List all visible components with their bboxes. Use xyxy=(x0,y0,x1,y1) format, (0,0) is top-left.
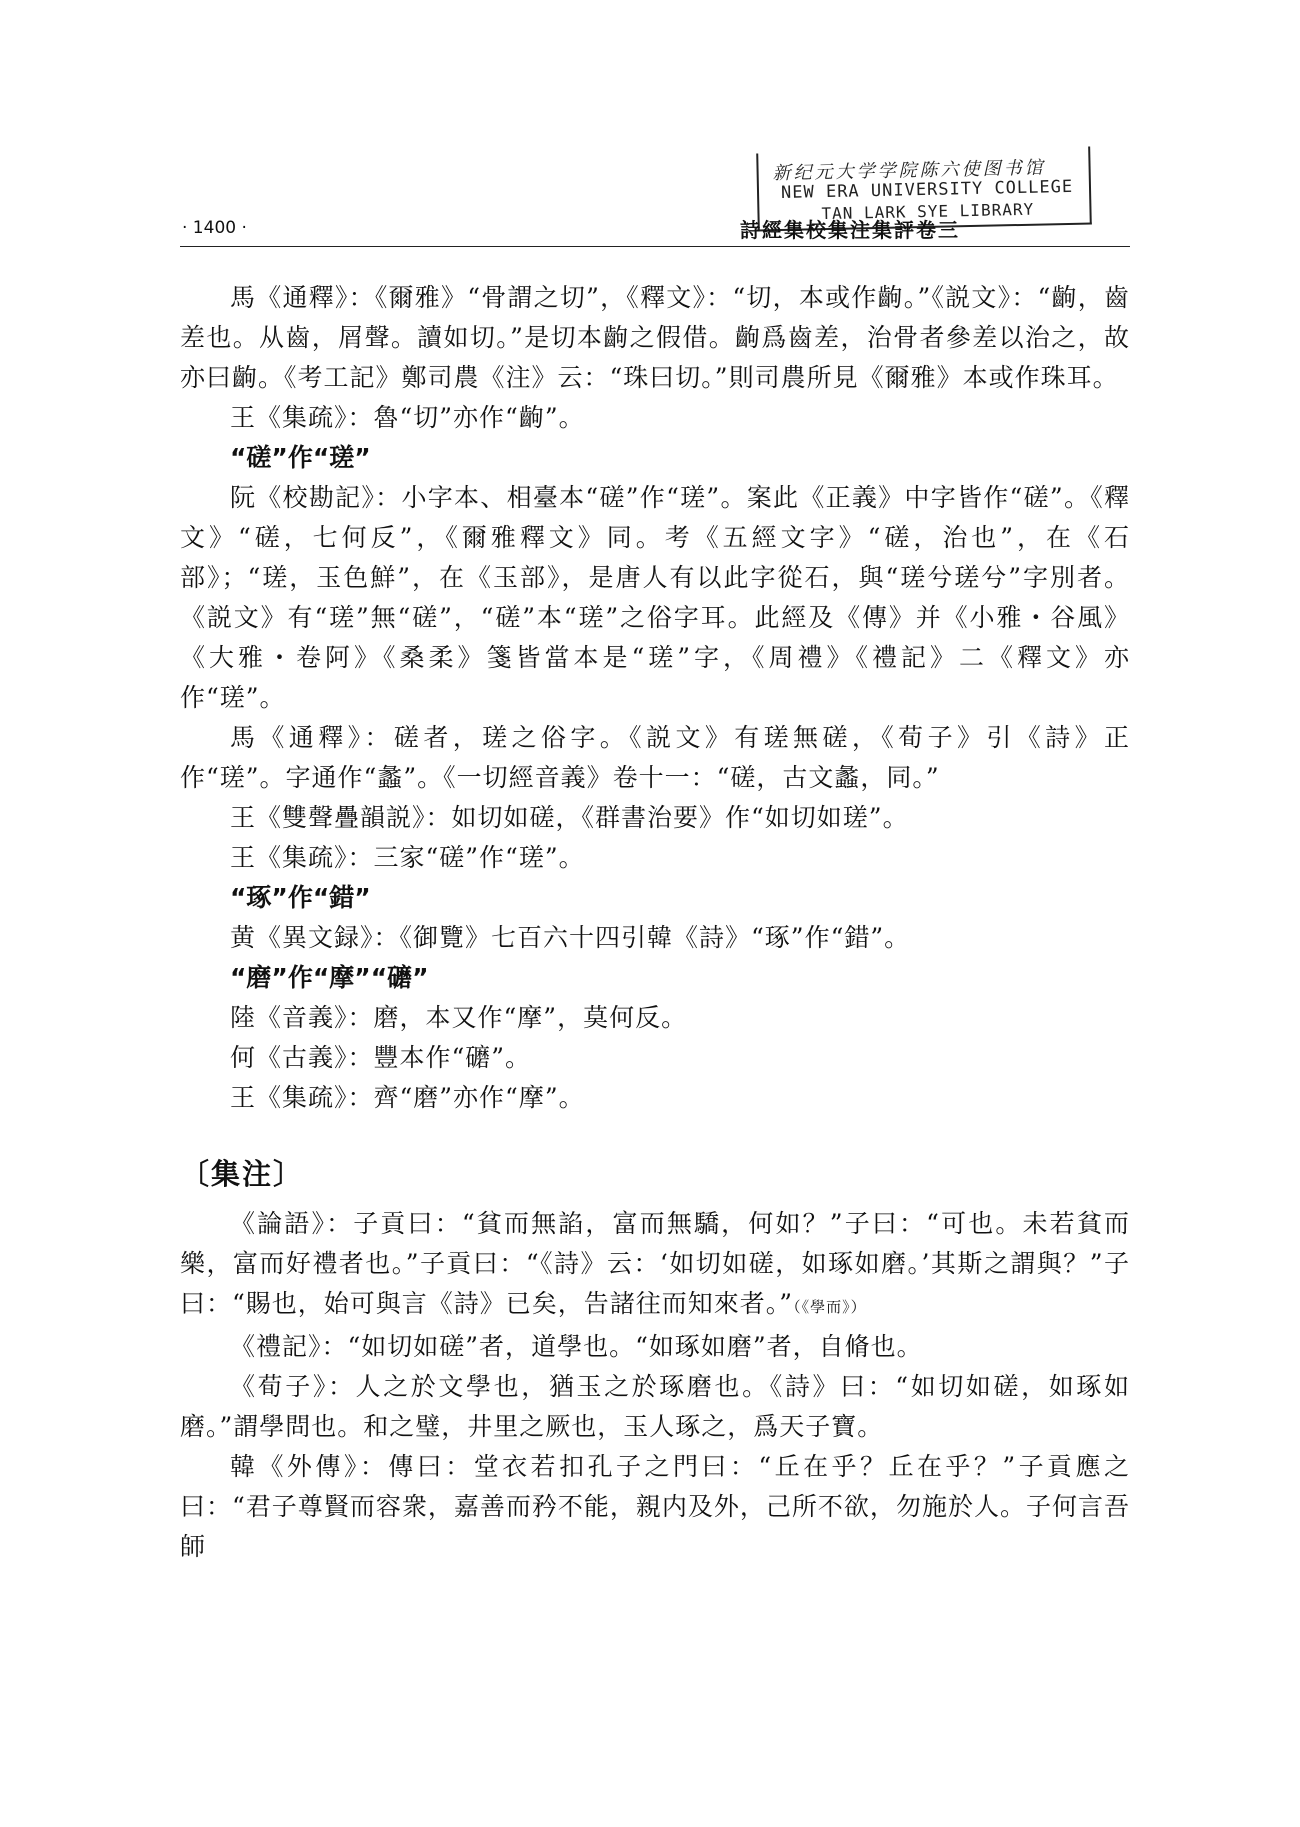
paragraph: 《禮記》：“如切如磋”者，道學也。“如琢如磨”者，自脩也。 xyxy=(230,1332,923,1361)
paragraph: 韓《外傳》：傳曰：堂衣若扣孔子之門曰：“丘在乎？丘在乎？”子貢應之曰：“君子尊賢而容衆，嘉善而矜不能，親内及外，己所不欲，勿施於人。子何言吾師 xyxy=(180,1452,1130,1561)
variant-heading: “磨”作“摩”“礳” xyxy=(230,963,429,992)
source-note: （《學而》） xyxy=(793,1298,867,1316)
paragraph: 何《古義》：豐本作“礳”。 xyxy=(230,1043,532,1072)
paragraph-text: 《論語》：子貢曰：“貧而無諂，富而無驕，何如？”子曰：“可也。未若貧而樂，富而好禮者也。”子貢曰：“《詩》云：‘如切如磋，如琢如磨。’其斯之謂與？”子曰：“賜也，始可與言《詩》已矣，告諸往而知來者。” xyxy=(180,1209,1130,1318)
paragraph: 王《集疏》：魯“切”亦作“齣”。 xyxy=(230,403,585,432)
paragraph xyxy=(180,1204,1130,1327)
paragraph: 《荀子》：人之於文學也，猶玉之於琢磨也。《詩》曰：“如切如磋，如琢如磨。”謂學問也。和之璧，井里之厥也，玉人琢之，爲天子寶。 xyxy=(180,1372,1130,1441)
variant-heading: “琢”作“錯” xyxy=(230,883,371,912)
page-body xyxy=(180,278,1130,1567)
paragraph: 陸《音義》：磨，本又作“摩”，莫何反。 xyxy=(230,1003,688,1032)
paragraph: 馬《通釋》：《爾雅》“骨謂之切”，《釋文》：“切，本或作齣。”《説文》：“齣，齒差也。从齒，屑聲。讀如切。”是切本齣之假借。齣爲齒差，治骨者參差以治之，故亦曰齣。《考工記》鄭司農《注》云：“珠曰切。”則司農所見《爾雅》本或作珠耳。 xyxy=(180,283,1130,392)
paragraph: 馬《通釋》：磋者，瑳之俗字。《説文》有瑳無磋，《荀子》引《詩》正作“瑳”。字通作“蠡”。《一切經音義》卷十一：“磋，古文蠡，同。” xyxy=(180,723,1130,792)
paragraph: 黄《異文録》：《御覽》七百六十四引韓《詩》“琢”作“錯”。 xyxy=(230,923,911,952)
paragraph: 王《集疏》：三家“磋”作“瑳”。 xyxy=(230,843,585,872)
page-header xyxy=(180,212,1130,244)
stamp-english-line-1: NEW ERA UNIVERSITY COLLEGE xyxy=(780,176,1074,203)
running-title: 詩經集校集注集評卷三 xyxy=(740,218,960,242)
page-number: · 1400 · xyxy=(182,218,247,238)
variant-heading: “磋”作“瑳” xyxy=(230,443,371,472)
paragraph: 王《雙聲疊韻説》：如切如磋，《群書治要》作“如切如瑳”。 xyxy=(230,803,909,832)
header-rule xyxy=(180,246,1130,247)
section-title: 〔集注〕 xyxy=(180,1157,305,1191)
stamp-chinese-line: 新纪元大学学院陈六使图书馆 xyxy=(772,157,1046,185)
stamp-english-line-2: TAN LARK SYE LIBRARY xyxy=(821,199,1035,224)
paragraph: 阮《校勘記》：小字本、相臺本“磋”作“瑳”。案此《正義》中字皆作“磋”。《釋文》“磋，七何反”，《爾雅釋文》同。考《五經文字》“磋，治也”，在《石部》；“瑳，玉色鮮”，在《玉部》，是唐人有以此字從石，與“瑳兮瑳兮”字別者。《説文》有“瑳”無“磋”，“磋”本“瑳”之俗字耳。此經及《傳》并《小雅・谷風》《大雅・卷阿》《桑柔》箋皆當本是“瑳”字，《周禮》《禮記》二《釋文》亦作“瑳”。 xyxy=(180,483,1130,712)
paragraph: 王《集疏》：齊“磨”亦作“摩”。 xyxy=(230,1083,585,1112)
